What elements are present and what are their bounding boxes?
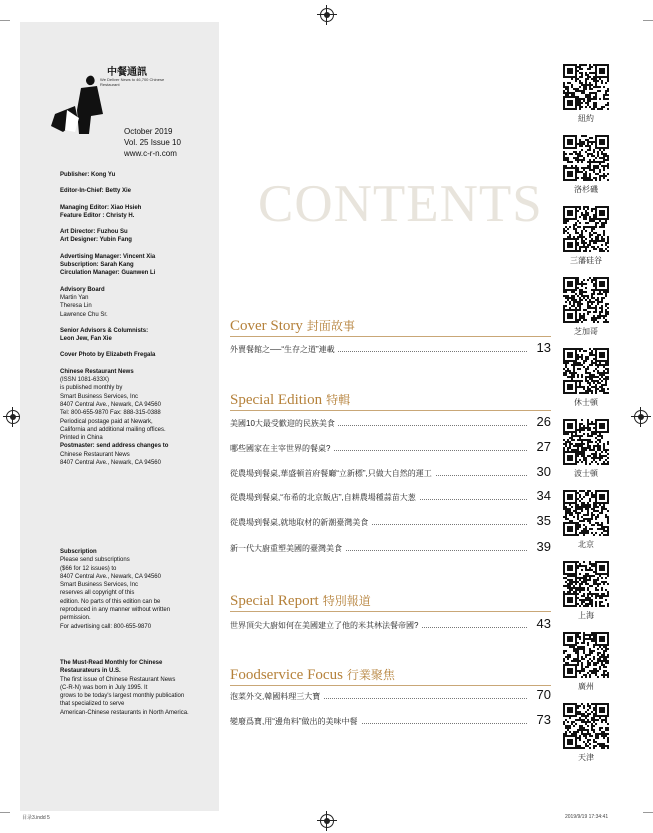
qr-code-tianjin[interactable] (563, 703, 609, 763)
section-heading-special-edition (230, 391, 350, 409)
entry-title: 哪些國家在主宰世界的餐桌? (230, 443, 333, 454)
qr-code-guangzhou[interactable] (563, 632, 609, 692)
publication-line: (ISSN 1081-633X) (60, 377, 110, 384)
qr-code-boston[interactable] (563, 419, 609, 479)
subscription-line: For advertising call: 800-655-9870 (60, 623, 152, 630)
about-info (60, 659, 189, 717)
section-title-zh: 行業聚焦 (346, 668, 395, 682)
website-url[interactable]: www.c-r-n.com (124, 149, 177, 158)
entry-page-number: 43 (534, 616, 551, 631)
advisory-board-title: Advisory Board (60, 286, 105, 293)
issue-number: Vol. 25 Issue 10 (124, 138, 181, 147)
issue-date: October 2019 (124, 127, 173, 136)
toc-entry[interactable] (230, 441, 551, 455)
subscription-info (60, 548, 170, 631)
qr-code-los-angeles[interactable] (563, 135, 609, 195)
section-title-en: Cover Story (230, 318, 303, 334)
print-timestamp: 2019/9/19 17:34:41 (565, 814, 609, 820)
entry-page-number: 26 (534, 414, 551, 429)
publication-line: Printed in China (60, 435, 103, 442)
subscription-line: ($66 for 12 issues) to (60, 565, 117, 572)
art-director: Art Director: Fuzhou Su (60, 229, 128, 236)
circulation-manager: Circulation Manager: Guanwen Li (60, 270, 156, 277)
publication-title: Chinese Restaurant News (60, 368, 134, 375)
registration-mark-top (320, 8, 334, 22)
postmaster-line: Chinese Restaurant News (60, 451, 130, 458)
qr-caption: 天津 (578, 753, 594, 762)
qr-icon (563, 277, 609, 323)
entry-page-number: 27 (534, 439, 551, 454)
publication-line: 8407 Central Ave., Newark, CA 94560 (60, 401, 161, 408)
about-line: grows to be today's largest monthly publication (60, 693, 185, 700)
toc-entry[interactable] (230, 490, 551, 504)
senior-advisors-title: Senior Advisors & Columnists: (60, 327, 149, 334)
entry-title: 世界頂尖大廚如何在美國建立了他的米其林法餐帝國? (230, 620, 421, 631)
section-heading-cover-story (230, 317, 355, 335)
entry-page-number: 73 (534, 712, 551, 727)
editor-in-chief: Editor-In-Chief: Betty Xie (60, 188, 132, 195)
subscription-line: edition. No parts of this edition can be (60, 598, 161, 605)
about-line: (C-R-N) was born in July 1995. It (60, 684, 148, 691)
qr-caption: 廣州 (578, 682, 594, 691)
waiter-illustration (45, 74, 105, 136)
qr-code-shanghai[interactable] (563, 561, 609, 621)
subscription-line: reproduced in any manner without written (60, 607, 171, 614)
managing-editor: Managing Editor: Xiao Hsieh (60, 204, 142, 211)
publication-line: California and additional mailing offices. (60, 426, 166, 433)
subscription-line: Please send subscriptions (60, 557, 130, 564)
publication-line: Tel: 800-655-9870 Fax: 888-315-0388 (60, 410, 161, 417)
postmaster-line: 8407 Central Ave., Newark, CA 94560 (60, 460, 161, 467)
qr-caption: 上海 (578, 611, 594, 620)
section-divider (230, 336, 551, 337)
postmaster-note: Postmaster: send address changes to (60, 443, 169, 450)
subscription-contact: Subscription: Sarah Kang (60, 262, 134, 269)
senior-advisors: Leon Jew, Fan Xie (60, 336, 112, 343)
publication-line: Periodical postage paid at Newark, (60, 418, 153, 425)
section-title-en: Special Report (230, 593, 319, 609)
contents-title: CONTENTS (258, 175, 543, 233)
crop-mark (643, 20, 653, 21)
section-heading-special-report (230, 592, 371, 610)
art-designer: Art Designer: Yubin Fang (60, 237, 132, 244)
registration-mark-bottom (320, 814, 334, 828)
qr-code-new-york[interactable] (563, 64, 609, 124)
qr-code-beijing[interactable] (563, 490, 609, 550)
qr-icon (563, 490, 609, 536)
qr-icon (563, 632, 609, 678)
qr-caption: 北京 (578, 540, 594, 549)
toc-entry[interactable] (230, 541, 551, 555)
staff-credits (60, 171, 168, 467)
entry-page-number: 13 (534, 340, 551, 355)
about-title: Restaurateurs in U.S. (60, 668, 121, 675)
about-line: American-Chinese restaurants in North America. (60, 709, 189, 716)
subscription-line: permission. (60, 615, 91, 622)
toc-entry[interactable] (230, 689, 551, 703)
about-title: The Must-Read Monthly for Chinese (60, 660, 163, 666)
qr-icon (563, 703, 609, 749)
qr-caption: 三藩硅谷 (570, 256, 602, 265)
section-title-zh: 特別報道 (322, 594, 371, 608)
subscription-line: 8407 Central Ave., Newark, CA 94560 (60, 573, 161, 580)
qr-icon (563, 135, 609, 181)
entry-page-number: 39 (534, 539, 551, 554)
publication-line: is published monthly by (60, 385, 123, 392)
entry-title: 從農場到餐桌,“布希的北京飯店”,自耕農場種蒜苗大葱 (230, 492, 419, 503)
entry-title: 從農場到餐桌,華盛頓首府餐廳“立新標”,只做大自然的運工 (230, 468, 435, 479)
subscription-line: reserves all copyright of this (60, 590, 135, 597)
file-slug: 目录3.indd 5 (22, 815, 50, 821)
advisory-member: Lawrence Chu Sr. (60, 311, 108, 318)
section-title-en: Special Edition (230, 392, 323, 408)
toc-entry[interactable] (230, 466, 551, 480)
qr-caption: 波士頓 (574, 469, 598, 478)
entry-title: 變廢爲寶,用“邊角料”做出的美味中餐 (230, 716, 361, 727)
entry-title: 美國10大最受歡迎的民族美食 (230, 418, 338, 429)
cover-photo-credit: Cover Photo by Elizabeth Fregala (60, 352, 156, 359)
subscription-title: Subscription (60, 549, 97, 555)
feature-editor: Feature Editor : Christy H. (60, 212, 135, 219)
entry-page-number: 35 (534, 513, 551, 528)
entry-page-number: 70 (534, 687, 551, 702)
qr-icon (563, 561, 609, 607)
section-divider (230, 410, 551, 411)
qr-code-houston[interactable] (563, 348, 609, 408)
about-line: The first issue of Chinese Restaurant News (60, 676, 176, 683)
qr-icon (563, 419, 609, 465)
entry-page-number: 34 (534, 488, 551, 503)
qr-code-chicago[interactable] (563, 277, 609, 337)
advisory-member: Theresa Lin (60, 303, 92, 310)
crop-mark (643, 812, 653, 813)
qr-caption: 紐約 (578, 114, 594, 123)
toc-entry[interactable] (230, 618, 551, 632)
qr-icon (563, 64, 609, 110)
advisory-member: Martin Yan (60, 294, 89, 301)
issue-info (124, 126, 181, 159)
crop-mark (0, 20, 10, 21)
toc-entry[interactable] (230, 714, 551, 728)
section-divider (230, 611, 551, 612)
section-title-en: Foodservice Focus (230, 667, 343, 683)
section-divider (230, 685, 551, 686)
toc-entry[interactable] (230, 416, 551, 430)
registration-mark-left (6, 410, 20, 424)
entry-title: 泡菜外交,韓國料理三大寶 (230, 691, 323, 702)
qr-caption: 洛杉磯 (574, 185, 598, 194)
section-heading-foodservice-focus (230, 666, 395, 684)
section-title-zh: 封面故事 (306, 319, 355, 333)
toc-entry[interactable] (230, 515, 551, 529)
registration-mark-right (634, 410, 648, 424)
section-title-zh: 特輯 (326, 393, 351, 407)
advertising-manager: Advertising Manager: Vincent Xia (60, 253, 156, 260)
logo-tagline: We Deliver News to 46,700 Chinese Restaurant (100, 77, 165, 87)
qr-icon (563, 348, 609, 394)
entry-page-number: 30 (534, 464, 551, 479)
qr-code-san-francisco[interactable] (563, 206, 609, 266)
qr-caption: 芝加哥 (574, 327, 598, 336)
publication-line: Smart Business Services, Inc (60, 393, 139, 400)
qr-icon (563, 206, 609, 252)
publisher: Publisher: Kong Yu (60, 172, 116, 178)
qr-caption: 休士頓 (574, 398, 598, 407)
logo-chinese-name: 中餐通訊 (107, 67, 147, 78)
entry-title: 新一代大廚重塑美國的臺灣美食 (230, 543, 345, 554)
subscription-line: Smart Business Services, Inc (60, 582, 139, 589)
entry-title: 外賣餐館之──“生存之道”連載 (230, 344, 338, 355)
about-line: that specialized to serve (60, 701, 125, 708)
crop-mark (0, 812, 10, 813)
entry-title: 從農場到餐桌,就地取材的新潮臺灣美食 (230, 517, 371, 528)
toc-entry[interactable] (230, 342, 551, 356)
